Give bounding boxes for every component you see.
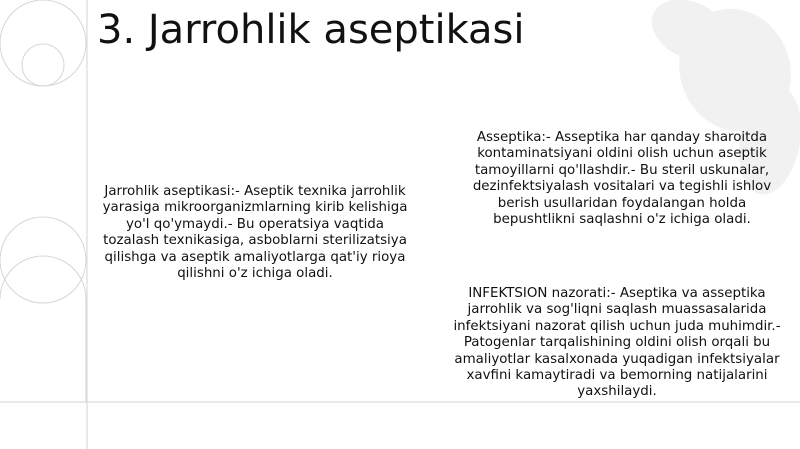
bottom-circle <box>0 217 86 303</box>
page-title: 3. Jarrohlik aseptikasi <box>97 7 525 53</box>
infection-control-text: INFEKTSION nazorati:- Aseptika va asseptika jarrohlik va sog'liqni saqlash muassasalarida infektsiyani nazorat qilish uchun juda muhimdir.- Patogenlar tarqalishining oldini olish orqali bu amaliyotlar kasalxonada yuqadigan infektsiyalar xavfini kamaytiradi va bemorning natijalarini yaxshilaydi. <box>453 286 781 400</box>
asepsis-text: Asseptika:- Asseptika har qanday sharoitda kontaminatsiyani oldini olish uchun aseptik tamoyillarni qo'llashdir.- Bu steril uskunalar, dezinfektsiyalash vositalari va tegishli ishlov berish usullaridan foydalangan holda bepushtlikni saqlashni o'z ichiga oladi. <box>472 130 772 228</box>
bottom-arc <box>0 256 86 402</box>
top-circle-inner <box>22 44 64 86</box>
top-circle-outer <box>0 0 86 86</box>
surgical-asepsis-text: Jarrohlik aseptikasi:- Aseptik texnika jarrohlik yarasiga mikroorganizmlarning kirib kelishiga yo'l qo'ymaydi.- Bu operatsiya vaqtida tozalash texnikasiga, asboblarni sterilizatsiya qilishga va aseptik amaliyotlarga qat'iy rioya qilishni o'z ichiga oladi. <box>102 184 408 282</box>
